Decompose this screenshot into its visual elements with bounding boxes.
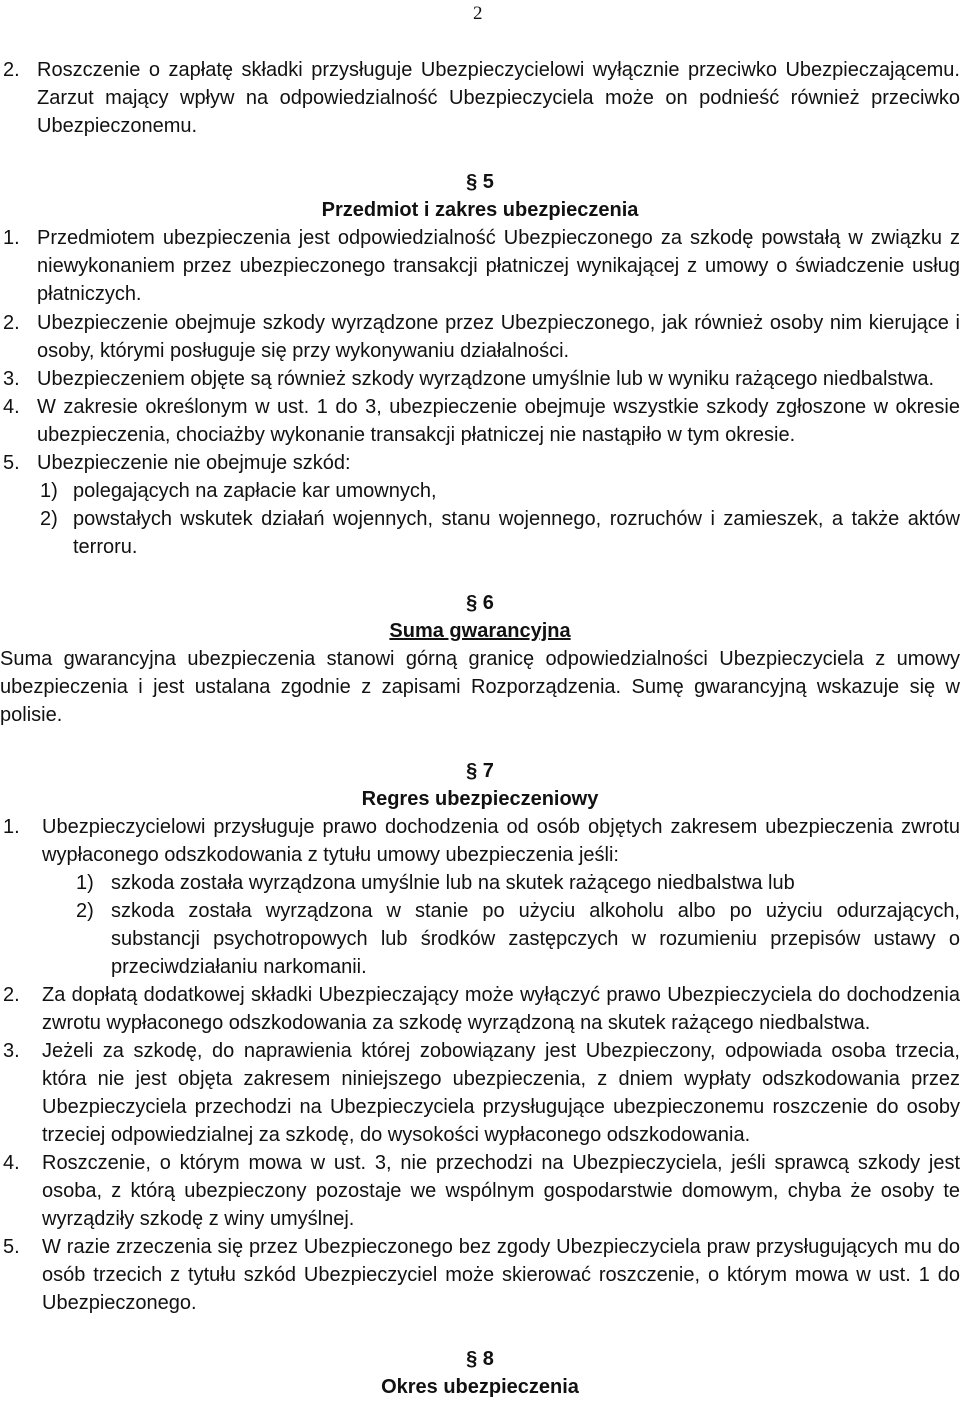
subitem-number: 2) (76, 900, 94, 922)
section-5-item-4 (0, 393, 960, 449)
item-number: 5. (3, 1236, 20, 1258)
section-5-item-5 (0, 449, 960, 477)
section-7-title: Regres ubezpieczeniowy (361, 788, 599, 810)
item-text: W razie zrzeczenia się przez Ubezpieczonego bez zgody Ubezpieczyciela praw przysługujących mu do osób trzecich z tytułu szkód Ubezpieczyciel może skierować roszczenie, o którym mowa w ust. 1 do Ubezpieczonego. (42, 1236, 960, 1314)
item-number: 3. (3, 368, 20, 390)
item-number: 1. (3, 227, 20, 249)
item-text: Roszczenie o zapłatę składki przysługuje Ubezpieczycielowi wyłącznie przeciwko Ubezpieczającemu. Zarzut mający wpływ na odpowiedzialność Ubezpieczyciela może on podnieść również przeciwko Ubezpieczonemu. (37, 59, 960, 137)
subitem-text: polegających na zapłacie kar umownych, (73, 480, 437, 502)
section-7-item-3 (0, 1037, 960, 1149)
item-text: Za dopłatą dodatkowej składki Ubezpieczający może wyłączyć prawo Ubezpieczyciela do dochodzenia zwrotu wypłaconego odszkodowania za szkodę wyrządzoną na skutek rażącego niedbalstwa. (42, 984, 960, 1034)
section-5-item-2 (0, 309, 960, 365)
subitem-number: 1) (40, 480, 58, 502)
item-number: 2. (3, 59, 20, 81)
subitem-text: szkoda została wyrządzona umyślnie lub na skutek rażącego niedbalstwa lub (111, 872, 795, 894)
section-6-text: Suma gwarancyjna ubezpieczenia stanowi górną granicę odpowiedzialności Ubezpieczyciela z umowy ubezpieczenia i jest ustalana zgodnie z zapisami Rozporządzenia. Sumę gwarancyjną wskazuje się w polisie. (0, 648, 960, 726)
item-text: Ubezpieczenie obejmuje szkody wyrządzone przez Ubezpieczonego, jak również osoby nim kierujące i osoby, którymi posługuje się przy wykonywaniu działalności. (37, 312, 960, 362)
section-5-item-1 (0, 224, 960, 308)
item-number: 4. (3, 1152, 20, 1174)
section-8-title: Okres ubezpieczenia (381, 1376, 579, 1398)
premium-claim-item (0, 56, 960, 140)
item-number: 1. (3, 816, 20, 838)
section-7-item-4 (0, 1149, 960, 1233)
section-5-title: Przedmiot i zakres ubezpieczenia (321, 199, 639, 221)
item-text: Ubezpieczycielowi przysługuje prawo dochodzenia od osób objętych zakresem ubezpieczenia zwrotu wypłaconego odszkodowania z tytułu umowy ubezpieczenia jeśli: (42, 816, 960, 866)
subitem-number: 1) (76, 872, 94, 894)
item-text: Ubezpieczeniem objęte są również szkody wyrządzone umyślnie lub w wyniku rażącego niedbalstwa. (37, 368, 935, 390)
page-number: 2 (473, 3, 483, 24)
section-7-subitem-1 (0, 869, 960, 897)
item-text: Ubezpieczenie nie obejmuje szkód: (37, 452, 351, 474)
section-5-item-3 (0, 365, 960, 393)
item-number: 2. (3, 312, 20, 334)
item-number: 3. (3, 1040, 20, 1062)
section-6-symbol: § 6 (466, 592, 494, 614)
subitem-text: powstałych wskutek działań wojennych, stanu wojennego, rozruchów i zamieszek, a także aktów terroru. (73, 508, 960, 558)
item-number: 2. (3, 984, 20, 1006)
subitem-text: szkoda została wyrządzona w stanie po użyciu alkoholu albo po użyciu odurzających, substancji psychotropowych lub środków zastępczych w rozumieniu przepisów ustawy o przeciwdziałaniu narkomanii. (111, 900, 960, 978)
section-8-symbol: § 8 (466, 1348, 494, 1370)
section-5-symbol: § 5 (466, 171, 494, 193)
item-number: 5. (3, 452, 20, 474)
section-7-subitem-2 (0, 897, 960, 981)
item-number: 4. (3, 396, 20, 418)
section-5-subitem-2 (0, 505, 960, 561)
subitem-number: 2) (40, 508, 58, 530)
item-text: Roszczenie, o którym mowa w ust. 3, nie przechodzi na Ubezpieczyciela, jeśli sprawcą szkody jest osoba, z którą ubezpieczony pozostaje we wspólnym gospodarstwie domowym, chyba że osoby te wyrządziły szkodę z winy umyślnej. (42, 1152, 960, 1230)
item-text: Jeżeli za szkodę, do naprawienia której zobowiązany jest Ubezpieczony, odpowiada osoba trzecia, która nie jest objęta zakresem niniejszego ubezpieczenia, z dniem wypłaty odszkodowania przez Ubezpieczyciela przechodzi na Ubezpieczyciela przysługujące ubezpieczonemu roszczenie do osoby trzeciej odpowiedzialnej za szkodę, do wysokości wypłaconego odszkodowania. (42, 1040, 960, 1146)
section-7-item-1 (0, 813, 960, 869)
section-7-symbol: § 7 (466, 760, 494, 782)
section-5-subitem-1 (0, 477, 960, 505)
section-6-title: Suma gwarancyjna (389, 620, 571, 642)
item-text: Przedmiotem ubezpieczenia jest odpowiedzialność Ubezpieczonego za szkodę powstałą w związku z niewykonaniem przez ubezpieczonego transakcji płatniczej wynikającej z umowy o świadczenie usług płatniczych. (37, 227, 960, 305)
item-text: W zakresie określonym w ust. 1 do 3, ubezpieczenie obejmuje wszystkie szkody zgłoszone w okresie ubezpieczenia, chociażby wykonanie transakcji płatniczej nie nastąpiło w tym okresie. (37, 396, 960, 446)
section-7-item-5 (0, 1233, 960, 1317)
section-7-item-2 (0, 981, 960, 1037)
